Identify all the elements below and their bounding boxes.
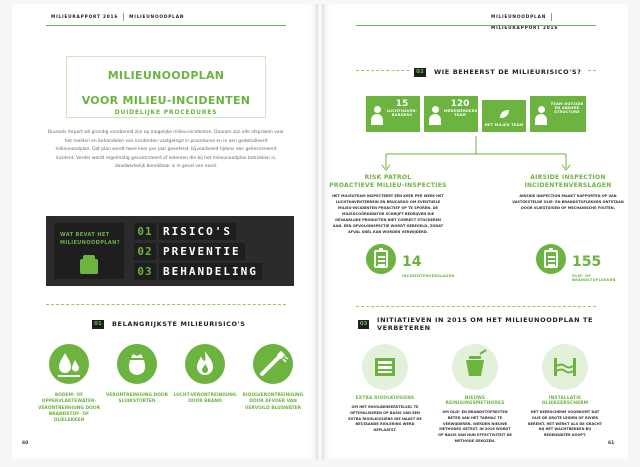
team-box-label: MEDEWERKERS TEAM <box>444 109 478 118</box>
board-row <box>134 242 286 261</box>
bucket-icon <box>452 344 498 390</box>
clipboard-icon <box>366 244 396 274</box>
column-body: AIRSIDE INSPECTION MAAKT RAPPORTEN OP VAN VASTGESTELDE OLIE- EN BRANDSTOFLEKKEN ONTSTAAN DOOR VLIEGTUIGEN OF MECHANISCHE FOUTEN. <box>512 194 624 210</box>
section-title: WIE BEHEERST DE MILIEURISICO'S? <box>434 68 582 76</box>
section-title: INITIATIEVEN IN 2015 OM HET MILIEUNOODPLAN TE VERBETEREN <box>377 316 594 332</box>
column-heading <box>508 174 628 190</box>
risk-item <box>172 344 238 406</box>
section-title: BELANGRIJKSTE MILIEURISICO'S <box>112 320 246 328</box>
column-heading-line2: INCIDENTENVERSLAGEN <box>524 182 612 189</box>
page-title-line2: VOOR MILIEU-INCIDENTEN <box>81 94 251 107</box>
board-question-panel <box>54 223 124 279</box>
initiative-body: HET KEERSCHERM VOORKOMT DAT OLIE DE GROTE LEIDEN OF RIVIER BEREIKT. HET WERKT ALS DE GRACHT BIJ HET WACHTBEKKEN BIJ REGENWATER KOOPT. <box>527 410 603 438</box>
risk-label: RIOOLVERONTREINIGING DOOR AFVOER VAN VERVUILD BLUSWATER <box>242 393 304 411</box>
board-row-number: 01 <box>134 223 156 240</box>
page-title-line1: MILIEUNOODPLAN <box>107 69 225 82</box>
right-page <box>322 4 628 459</box>
initiative-body: OM HET RIOOLBEHEERSTELSEL TE OPTIMALISEREN OP BASIS VAN EEN EXTRA RIOOLKIVSIENS DIE NAAST DE BESTAANDE RIOLERING WERD GEPLAATST. <box>348 405 422 433</box>
column-heading-line1: RISK PATROL <box>364 174 412 181</box>
board-question: WAT BEVAT HET MILIEUNOODPLAN? <box>60 232 120 246</box>
person-icon <box>370 106 384 126</box>
board-row-number: 02 <box>134 243 156 260</box>
board-row-number: 03 <box>134 263 156 280</box>
waste-bag-icon <box>117 344 157 384</box>
section-heading <box>92 318 246 330</box>
team-graphic <box>366 96 586 132</box>
person-icon <box>534 106 548 126</box>
initiative-title: INSTALLATIE OLIEKEERSCHERM <box>541 396 589 406</box>
risk-label: VERONTREINIGING DOOR SLUIKSTORTEN <box>105 393 169 405</box>
section-number: 02 <box>414 68 426 77</box>
flame-icon <box>185 344 225 384</box>
header-section: MILIEUNOODPLAN <box>491 15 547 20</box>
board-row <box>134 262 286 281</box>
initiative-title: NIEUWE REINIGINGSMETHODES <box>445 396 505 406</box>
board-rows <box>134 222 286 282</box>
initiative-item <box>436 344 514 445</box>
kit-icon <box>362 344 408 390</box>
team-box-label: TEAM OUTSIDE EN ANDERE STRUCTURE <box>550 102 584 115</box>
page-header <box>486 12 628 31</box>
board-row-word: RISICO'S <box>159 223 236 240</box>
header-report: MILIEURAPPORT 2016 <box>51 15 119 20</box>
section-heading <box>358 318 628 330</box>
team-box <box>530 96 586 132</box>
header-rule <box>356 25 596 26</box>
risk-item <box>36 344 102 424</box>
stat-label: OLIE- OF BRANDSTOFLEKKEN <box>572 274 616 282</box>
header-rule <box>46 25 286 26</box>
column-heading-line1: AIRSIDE INSPECTION <box>530 174 606 181</box>
page-number: 61 <box>608 441 615 446</box>
risk-item <box>104 344 170 406</box>
container-icon <box>80 259 98 274</box>
section-number: 01 <box>92 320 104 329</box>
risk-label: BODEM- OF OPPERVLAKTEWATER-VERONTREINIGING DOOR BRANDSTOF- OF OLIELEKKEN <box>37 393 101 424</box>
section-number: 03 <box>359 320 368 327</box>
team-box-label: HET MILIEU TEAM <box>484 123 524 127</box>
column-heading-line2: PROACTIEVE MILIEU-INSPECTIES <box>329 182 447 189</box>
team-box <box>424 96 478 132</box>
clipboard-icon <box>536 244 566 274</box>
column-body: HET MILIEUTEAM INSPECTEERT ÉÉN KEER PER WEEK HET LUCHTHAVENTERREIN EN BRUCARGO OM EVENTUELE MILIEU-INCIDENTEN PROACTIEF OP TE SPOREN. DE MILIEUCOÖRDINATOR SCHRIJFT BEDRIJVEN DIE GEVAARLIJKE PRODUCTEN NIET CORRECT STOCKEREN AAN. EEN OPVOLGINSPECTIE WORDT GEREGELD, ZODAT AFVAL SNEL KAN WORDEN VERWIJDERD. <box>332 194 444 234</box>
team-box-label: LUCHTHAVEN-BURGERS <box>386 109 418 118</box>
board-row <box>134 222 286 241</box>
page-subtitle: DUIDELIJKE PROCEDURES <box>114 109 218 116</box>
page-number: 60 <box>22 441 29 446</box>
header-report: MILIEURAPPORT 2016 <box>491 26 559 31</box>
board-row-word: PREVENTIE <box>159 243 245 260</box>
waves-icon <box>542 344 588 390</box>
leaf-icon <box>482 104 526 123</box>
risk-item <box>240 344 306 412</box>
departure-board <box>46 216 294 286</box>
section-divider <box>356 306 596 307</box>
stat-number: 155 <box>572 254 602 270</box>
water-drops-icon <box>49 344 89 384</box>
initiative-title: EXTRA RIOOLKIVSIENS <box>355 396 415 401</box>
connector-lines <box>322 132 628 172</box>
team-box-number: 15 <box>395 99 409 109</box>
section-heading <box>410 66 586 78</box>
intro-paragraph: Brussels Airport wil grondig voorbereid zijn op mogelijke milieu-incidenten. Daarom zijn alle afspraken voor het melden en behandelen van incidenten vastgelegd in procedures en in een gedetailleerd milieunoodplan. Dat plan wordt twee keer per jaar geoefend, bijvoorbeeld tijdens een geënsceneerd incident. Verder wordt regelmatig gecontroleerd of iedereen die bij het milieunoodplan betrokken is, daadwerkelijk bereikbaar is in geval van nood. <box>48 130 284 169</box>
initiative-body: OM OLIE- EN BRANDSTOFRESTEN BETER VAN HET TARMAC TE VERWIJDEREN, WERDEN NIEUWE METHODES GETEST. IN 2016 WORDT OP BASIS VAN HUN EFFECTIVITEIT DE METHODE GEKOZEN. <box>438 410 512 443</box>
initiative-item <box>346 344 424 434</box>
person-icon <box>428 106 442 126</box>
team-box <box>482 100 526 132</box>
stat-number: 14 <box>402 254 422 270</box>
header-section: MILIEUNOODPLAN <box>129 15 185 20</box>
page-header <box>46 12 189 24</box>
left-page <box>12 4 318 459</box>
column-heading <box>328 174 448 190</box>
risk-label: LUCHT-VERONTREINIGING DOOR BRAND <box>173 393 237 405</box>
section-divider <box>46 304 286 305</box>
stat-label: INCIDENTENVERSLAGEN <box>402 274 455 278</box>
team-box-number: 120 <box>450 99 470 109</box>
team-box <box>366 96 420 132</box>
initiative-item <box>526 344 604 439</box>
hose-icon <box>253 344 293 384</box>
board-row-word: BEHANDELING <box>159 263 262 280</box>
